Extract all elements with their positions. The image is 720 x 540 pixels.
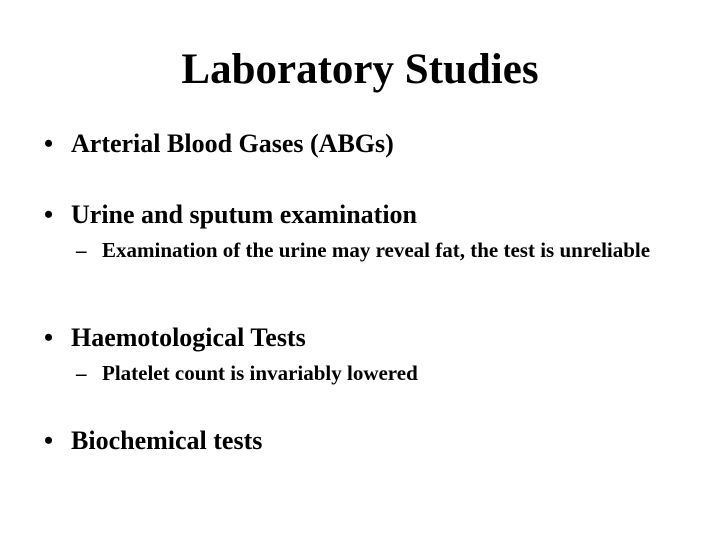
bullet-item bbox=[44, 128, 394, 160]
sub-bullet-text: Platelet count is invariably lowered bbox=[102, 361, 418, 385]
bullet-marker: • bbox=[44, 323, 54, 352]
bullet-text: Haemotological Tests bbox=[71, 323, 306, 352]
bullet-marker: • bbox=[44, 200, 54, 229]
sub-bullet-text: Examination of the urine may reveal fat, the test is unreliable bbox=[102, 238, 651, 262]
bullet-marker: • bbox=[44, 426, 54, 455]
bullet-item bbox=[44, 199, 417, 231]
bullet-text: Urine and sputum examination bbox=[71, 200, 417, 229]
sub-bullet-marker: – bbox=[76, 361, 87, 385]
bullet-text: Biochemical tests bbox=[71, 426, 263, 455]
bullet-item bbox=[44, 322, 306, 354]
bullet-marker: • bbox=[44, 129, 54, 158]
sub-bullet-item bbox=[76, 361, 686, 386]
sub-bullet-item bbox=[76, 238, 686, 263]
bullet-item bbox=[44, 425, 262, 457]
bullet-text: Arterial Blood Gases (ABGs) bbox=[71, 129, 394, 158]
sub-bullet-marker: – bbox=[76, 238, 87, 262]
slide-title: Laboratory Studies bbox=[181, 46, 539, 93]
